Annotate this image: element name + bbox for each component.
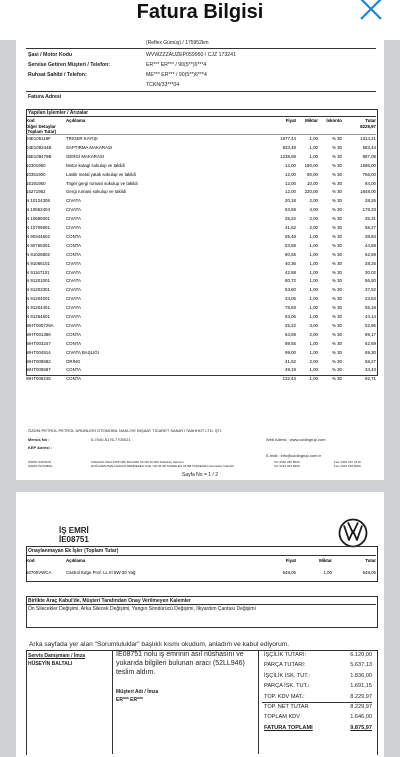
footer-fax-1: Fax: 0362 267 0719 xyxy=(334,460,361,464)
customer-label: Servise Getiren Müşteri / Telefon: xyxy=(28,62,111,68)
col-aciklama: Açıklama xyxy=(66,118,86,123)
footer-tel-2: Tel: 0216 654 8000 xyxy=(274,464,300,468)
col-miktar: Miktar xyxy=(305,118,318,123)
total-label: TOPLAM KDV xyxy=(264,714,300,721)
table-row: 05E109479B GERGİ MAKARASI 1238,69 1,00 % 30 867,08 xyxy=(26,153,376,159)
table-header xyxy=(26,118,376,123)
total-label: FATURA TOPLAMI xyxy=(264,724,313,731)
table-row: N 91203301 CIVATA 53,60 1,00 % 30 37,52 xyxy=(26,287,376,293)
table-row: N 10552404 CIVATA 63,69 4,00 % 30 178,33 xyxy=(26,207,376,213)
col-tutar: Tutar xyxy=(365,118,376,123)
chassis-value: WVWZZZAUZEP059950 / CJZ 173241 xyxy=(146,52,236,58)
table-header xyxy=(26,558,376,563)
table-row: N 10124308 CIVATA 20,18 2,00 % 30 28,26 xyxy=(26,198,376,204)
total-value: 9.875,97 xyxy=(350,724,372,731)
table-row: WHT008587 CONTA 49,19 1,00 % 30 34,43 xyxy=(26,367,376,373)
table-row: N 90765301 CONTA 63,69 1,00 % 30 44,58 xyxy=(26,242,376,248)
divider xyxy=(258,650,259,754)
customer-value: ER*** ER*** / 90(5**)6***4 xyxy=(146,62,207,68)
group-sub-label: (Toplam Tutar) xyxy=(26,129,57,134)
col-aciklama: Açıklama xyxy=(66,558,86,563)
col-fiyat: Fiyat xyxy=(285,118,296,123)
email-address[interactable]: E-mail : info@ozdingrup.com.tr xyxy=(266,453,321,458)
group-total: 8229,97 xyxy=(360,124,376,129)
total-label: TOP. KDV MAT.: xyxy=(264,693,305,700)
footer-branch-2: ÖZDİN ISTANBUL xyxy=(28,464,53,468)
declined-items-title: Birlikte Araç Kabul'de, Müşteri Tarafından Onay Verilmeyen Kalemler xyxy=(28,598,191,604)
table-row: WHT001386 CONTA 63,69 2,00 % 30 89,17 xyxy=(26,331,376,337)
tckn-value: TCKN/33***04 xyxy=(146,82,180,88)
table-row: N 91264601 CIVATA 63,06 1,00 % 30 44,14 xyxy=(26,314,376,319)
divider xyxy=(26,48,376,49)
vw-logo-icon xyxy=(338,518,368,548)
table-row: 04E109244B SAPTIRMA MAKARASI 833,48 1,00 % 30 583,44 xyxy=(26,144,376,150)
owner-value: ME*** ER*** / 90(5**)6***4 xyxy=(146,72,207,78)
table-row: N 91201001 CIVATA 80,72 1,00 % 30 56,50 xyxy=(26,278,376,284)
table-row: 50700VWCA Castrol Edge Prof. LL III 5W-30 Yağ 548,05 1,00 548,05 xyxy=(26,570,376,575)
company-name: ÖZDİN PETROL PETROL ÜRÜNLERİ OTOMOBİL NAKLİYE İNŞAAT TİCARET SANAYİ TAAHHÜT LTD. ŞTİ. xyxy=(28,428,223,433)
table-row: WHT009245 CONTA 132,44 1,00 % 30 92,71 xyxy=(26,376,376,382)
footer-address-1: KIRAZLIK MAH.ATATÜRK BULVARI NO:98 10.000 Tekkeköy Samsun xyxy=(91,460,184,464)
page-title: Fatura Bilgisi xyxy=(136,1,264,23)
divider xyxy=(26,134,376,135)
acknowledgement-text: Arka sayfada yer alan "Sorumluluklar" başlıklı kısmı okudum, anladım ve kabul ediyorum. xyxy=(29,641,290,648)
table-row: N 10685001 CIVATA 25,22 2,00 % 30 35,31 xyxy=(26,216,376,222)
operations-title: Yapılan İşlemler / Arızalar xyxy=(28,110,89,116)
vehicle-partial-line: (Reflex Gümüş) / 175952km xyxy=(146,40,209,46)
table-row: N 91204001 CIVATA 34,05 1,00 % 30 23,84 xyxy=(26,296,376,302)
total-label: PARÇA TUTARI: xyxy=(264,662,306,669)
total-value: 8.229,97 xyxy=(350,704,372,710)
col-kod: Kod xyxy=(26,558,35,563)
col-fiyat: Fiyat xyxy=(285,558,296,563)
table-row: 10301950 Motor kutagi sokulup ve takildi 12,00 190,00 % 30 1596,00 xyxy=(26,162,376,168)
billing-address-label: Fatura Adresi xyxy=(28,94,62,100)
divider xyxy=(26,91,376,92)
advisor-name: HÜSEYİN BALTALI xyxy=(28,661,73,667)
page-number: Sayfa No = 1 / 2 xyxy=(182,472,218,478)
owner-label: Ruhsat Sahibi / Telefon: xyxy=(28,72,87,78)
col-kod: Kod xyxy=(26,118,35,123)
footer-fax-2: Fax: 0216 654 8000 xyxy=(334,464,361,468)
mersis-label: Mersis No : xyxy=(28,437,50,442)
divider xyxy=(26,555,376,556)
declined-items-text: Ön Silecekler Değişimi, Arka Silecek Değişimi, Yangın Söndürücü Değişimi, İlkyardım Çantası Değişimi xyxy=(28,606,256,612)
divider xyxy=(262,702,372,703)
mersis-value: 0-7040-5176-7700021 xyxy=(91,437,131,442)
total-label: PARÇA İSK. TUT.: xyxy=(264,683,310,690)
footer-branch-1: ÖZDİN SAMSUN xyxy=(28,460,52,464)
work-order-number: İE08751 xyxy=(59,535,89,544)
close-icon[interactable] xyxy=(358,0,384,22)
table-row: N 90344502 CONTA 55,48 1,00 % 30 38,84 xyxy=(26,233,376,239)
total-label: TOP. NET TUTAR xyxy=(264,704,309,710)
table-row: 04E105119F TRIGER KAYIŞI 1677,44 1,00 % 30 1314,21 xyxy=(26,136,376,141)
divider xyxy=(26,604,376,605)
table-row: WHT003247 CONTA 89,55 1,00 % 30 62,69 xyxy=(26,340,376,346)
footer-address-2: DOĞUKENTMAH.ADNAN MENDERES CAD. NO:36-38 TAŞDELEN 34788 TAŞDELEN Çekmeköy İstanbul xyxy=(91,464,234,468)
table-row: N 91066101 CIVATA 40,36 1,00 % 30 28,25 xyxy=(26,260,376,266)
col-miktar: Miktar xyxy=(319,558,332,563)
table-row: N 91167101 CIVATA 42,88 1,00 % 30 30,02 xyxy=(26,269,376,275)
total-value: 1.836,00 xyxy=(350,672,372,679)
total-value: 1.646,00 xyxy=(350,714,372,721)
customer-sign-value: ER*** ER*** xyxy=(116,697,143,703)
total-value: 5.637,13 xyxy=(350,662,372,669)
divider xyxy=(26,116,376,117)
advisor-label: Servis Danışmanı / İmza xyxy=(28,653,85,659)
divider xyxy=(112,650,113,754)
chassis-label: Şasi / Motor Kodu xyxy=(28,52,73,58)
total-value: 6.120,00 xyxy=(350,652,372,658)
col-tutar: Tutar xyxy=(365,558,376,563)
table-row: 15191950 Triger gergi rumani sokulup ve takildi 12,00 10,00 % 30 84,00 xyxy=(26,180,376,186)
total-label: İŞÇİLİK İSK. TUT.: xyxy=(264,672,311,679)
total-value: 1.691,15 xyxy=(350,683,372,690)
table-row: N 91204401 CIVATA 78,83 1,00 % 30 55,18 xyxy=(26,305,376,311)
group-label: Diğer Detaylar xyxy=(26,124,56,129)
total-label: İŞÇİLİK TUTARI: xyxy=(264,652,307,658)
work-order-label: İŞ EMRİ xyxy=(59,526,89,535)
top-bar xyxy=(0,0,400,40)
table-row: WHT008582 ORİNG 41,62 2,00 % 30 58,27 xyxy=(26,358,376,364)
invoice-page-2 xyxy=(16,492,384,757)
table-row: N 10706901 CIVATA 41,62 2,00 % 30 58,27 xyxy=(26,225,376,230)
col-iskonto: İskonto xyxy=(326,118,342,123)
footer-tel-1: Tel: 0362 266 8000 xyxy=(274,460,300,464)
table-row: N 91026802 CONTA 80,55 1,00 % 30 62,69 xyxy=(26,251,376,257)
consent-text: İE08751 nolu iş emrinin asıl nüshasını ve yukarıda bilgileri bulunan aracı (52LL946) teslim aldım. xyxy=(116,651,245,676)
table-row: 10351900 Lastik metal yatak sokulup ve takildi 12,00 90,00 % 30 756,00 xyxy=(26,171,376,177)
kep-label: KEP Adresi : xyxy=(28,445,53,450)
unapproved-work-title: Onaylanmayan Ek İşler (Toplam Tutar) xyxy=(28,548,119,554)
table-row: WHT000729A CIVATA 25,22 3,00 % 30 52,96 xyxy=(26,322,376,328)
web-address[interactable]: Web Adresi : www.ozdingrup.com xyxy=(266,437,326,442)
invoice-page-1 xyxy=(16,40,384,480)
table-row: WHT004914 CIVATA BAŞLIĞI 99,00 1,00 % 30 69,30 xyxy=(26,349,376,355)
customer-sign-label: Müşteri Adı / İmza xyxy=(116,689,159,695)
table-row: 15271952 Gergi rumani sokulup ve takildi 12,00 220,00 % 30 1848,00 xyxy=(26,189,376,195)
total-value: 8.229,97 xyxy=(350,693,372,700)
